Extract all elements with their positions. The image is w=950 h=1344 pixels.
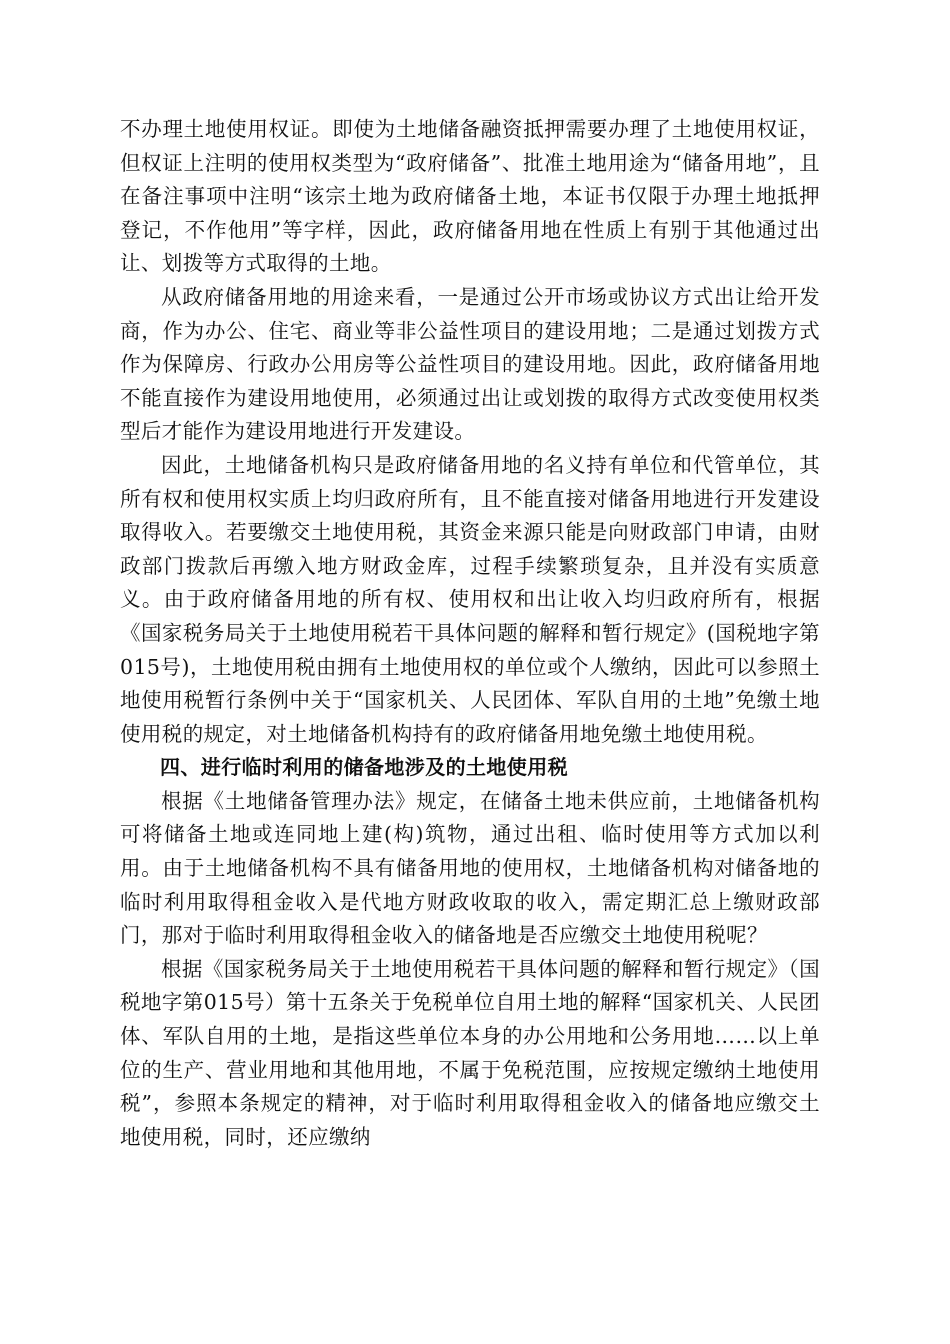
paragraph: 根据《土地储备管理办法》规定，在储备土地未供应前，土地储备机构可将储备土地或连同地上建(构)筑物，通过出租、临时使用等方式加以利用。由于土地储备机构不具有储备用地的使用权，土地储备机构对储备地的临时利用取得租金收入是代地方财政收取的收入，需定期汇总上缴财政部门，那对于临时利用取得租金收入的储备地是否应缴交土地使用税呢？ — [120, 788, 820, 948]
document-page — [120, 113, 820, 1154]
paragraph: 因此，土地储备机构只是政府储备用地的名义持有单位和代管单位，其所有权和使用权实质上均归政府所有，且不能直接对储备用地进行开发建设取得收入。若要缴交土地使用税，其资金来源只能是向财政部门申请，由财政部门拨款后再缴入地方财政金库，过程手续繁琐复杂，且并没有实质意义。由于政府储备用地的所有权、使用权和出让收入均归政府所有，根据《国家税务局关于土地使用税若干具体问题的解释和暂行规定》(国税地字第015号)，土地使用税由拥有土地使用权的单位或个人缴纳，因此可以参照土地使用税暂行条例中关于“国家机关、人民团体、军队自用的土地”免缴土地使用税的规定，对土地储备机构持有的政府储备用地免缴土地使用税。 — [120, 452, 820, 746]
paragraph: 从政府储备用地的用途来看，一是通过公开市场或协议方式出让给开发商，作为办公、住宅、商业等非公益性项目的建设用地；二是通过划拨方式作为保障房、行政办公用房等公益性项目的建设用地。因此，政府储备用地不能直接作为建设用地使用，必须通过出让或划拨的取得方式改变使用权类型后才能作为建设用地进行开发建设。 — [120, 284, 820, 444]
paragraph: 不办理土地使用权证。即使为土地储备融资抵押需要办理了土地使用权证，但权证上注明的使用权类型为“政府储备”、批准土地用途为“储备用地”，且在备注事项中注明“该宗土地为政府储备土地，本证书仅限于办理土地抵押登记，不作他用”等字样，因此，政府储备用地在性质上有别于其他通过出让、划拨等方式取得的土地。 — [120, 117, 820, 276]
paragraph: 根据《国家税务局关于土地使用税若干具体问题的解释和暂行规定》（国税地字第015号）第十五条关于免税单位自用土地的解释“国家机关、人民团体、军队自用的土地，是指这些单位本身的办公用地和公务用地……以上单位的生产、营业用地和其他用地，不属于免税范围，应按规定缴纳土地使用税”，参照本条规定的精神，对于临时利用取得租金收入的储备地应缴交土地使用税，同时，还应缴纳 — [120, 956, 820, 1149]
section-heading: 四、进行临时利用的储备地涉及的土地使用税 — [160, 755, 568, 780]
